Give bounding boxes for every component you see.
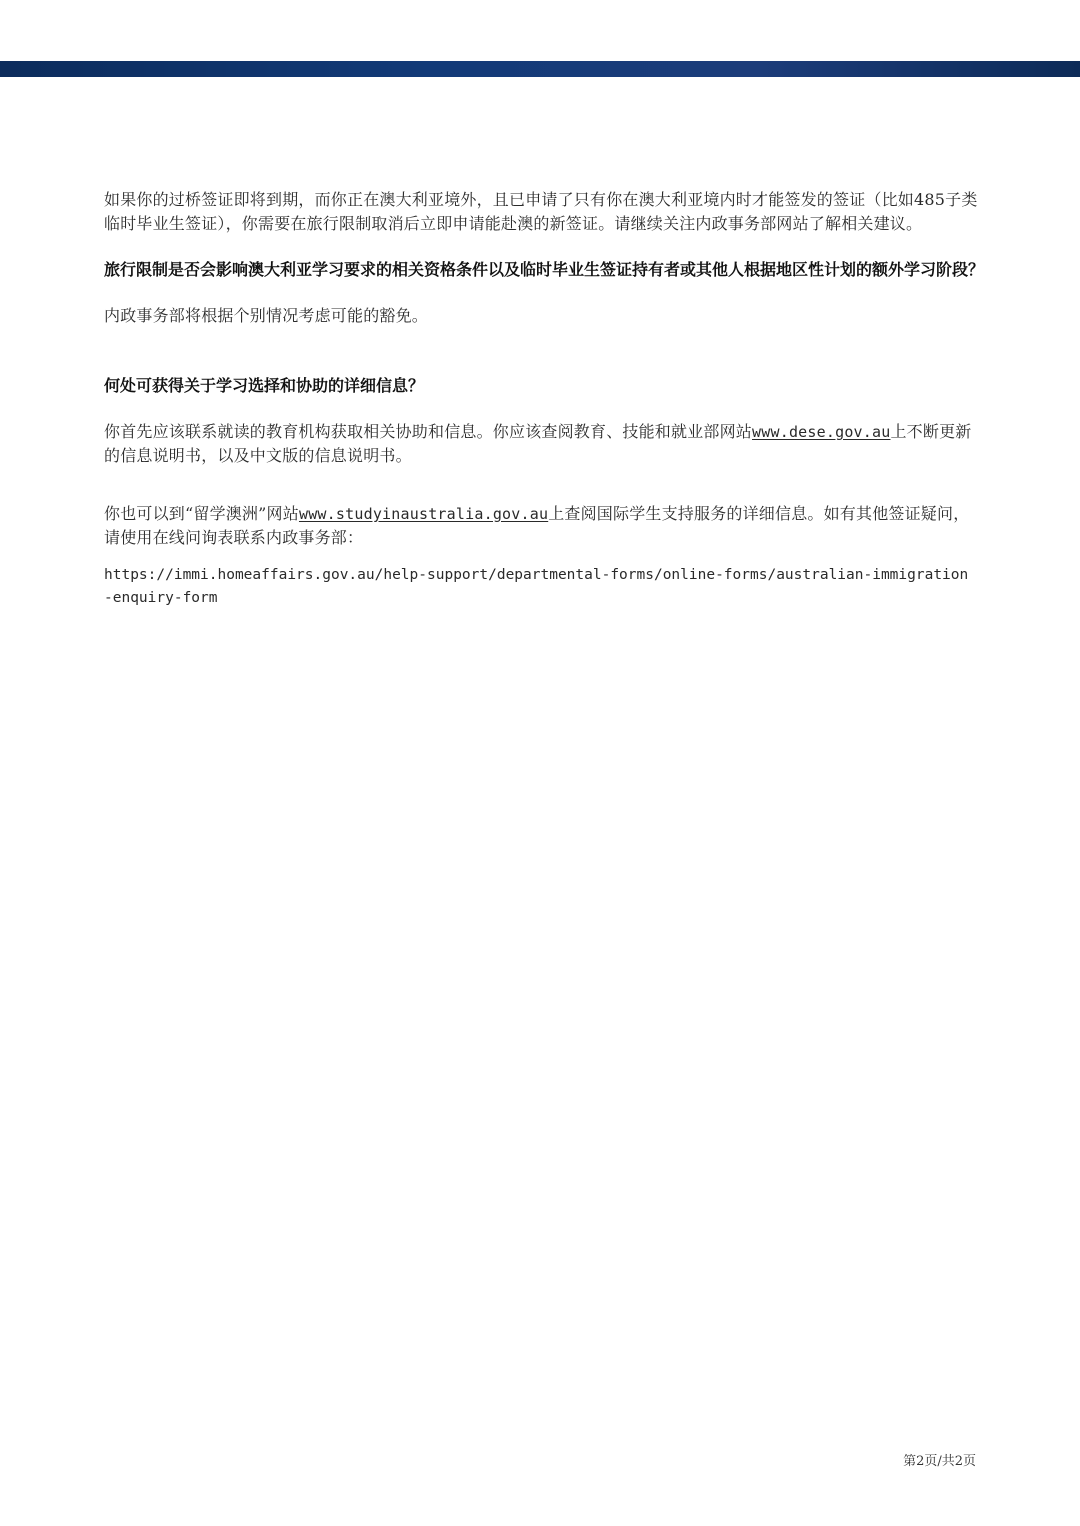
contact-text-part2: 上查阅国际学生支持服务的详细信息。如有其他签证疑问，请使用在线问询表联系内政事务部： xyxy=(104,504,970,547)
study-in-australia-link[interactable]: www.studyinaustralia.gov.au xyxy=(298,505,549,523)
answer-text-part2: 上不断更新的信息说明书，以及中文版的信息说明书。 xyxy=(104,422,972,465)
intro-paragraph: 如果你的过桥签证即将到期，而你正在澳大利亚境外，且已申请了只有你在澳大利亚境内时才能签发的签证（比如485子类临时毕业生签证），你需要在旅行限制取消后立即申请能赴澳的新签证。请继续关注内政事务部网站了解相关建议。 xyxy=(104,190,978,233)
dese-website-link[interactable]: www.dese.gov.au xyxy=(752,423,891,441)
question-study-info-heading: 何处可获得关于学习选择和协助的详细信息？ xyxy=(104,376,425,395)
header-bar xyxy=(0,61,1080,77)
document-body xyxy=(104,188,984,610)
answer-text-part1: 你首先应该联系就读的教育机构获取相关协助和信息。你应该查阅教育、技能和就业部网站 xyxy=(104,422,753,441)
immigration-enquiry-form-url[interactable]: https://immi.homeaffairs.gov.au/help-support/departmental-forms/online-forms/australian-immigration-enquiry-form xyxy=(104,567,969,606)
question-travel-restrictions-heading: 旅行限制是否会影响澳大利亚学习要求的相关资格条件以及临时毕业生签证持有者或其他人根据地区性计划的额外学习阶段？ xyxy=(104,260,985,279)
page-number: 第2页/共2页 xyxy=(903,1454,976,1469)
question-travel-restrictions-answer: 内政事务部将根据个别情况考虑可能的豁免。 xyxy=(104,306,429,325)
question-study-info-answer xyxy=(104,420,984,468)
contact-paragraph xyxy=(104,502,984,550)
contact-text-part1: 你也可以到“留学澳洲”网站 xyxy=(104,504,299,523)
